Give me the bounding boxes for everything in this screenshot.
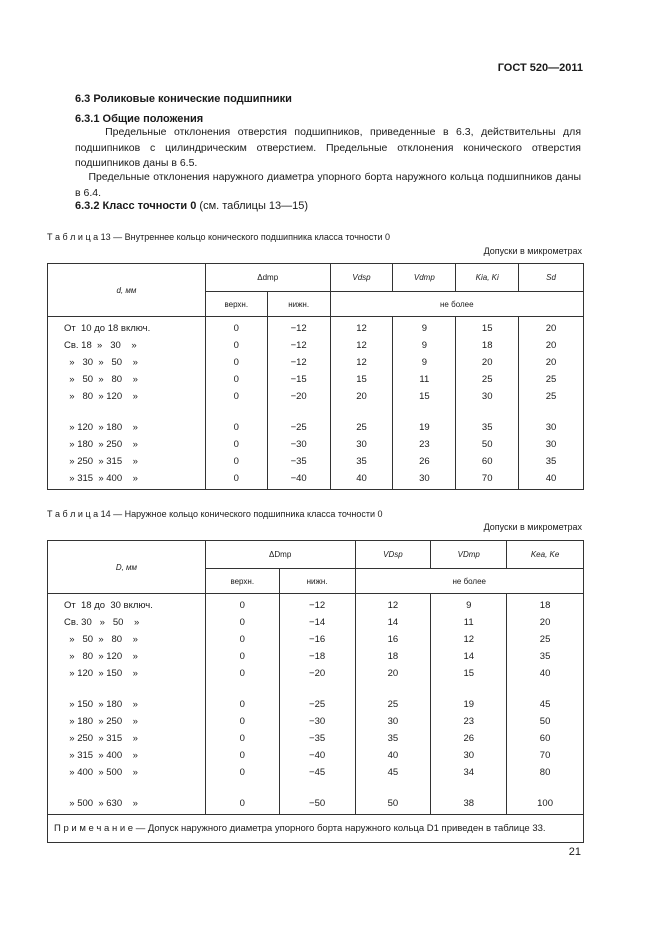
table-cell: 0 — [205, 419, 267, 436]
table-gap-cell — [205, 405, 267, 419]
table-cell: −18 — [279, 648, 355, 665]
table-cell: 14 — [431, 648, 507, 665]
table-cell: 0 — [205, 631, 279, 648]
table-cell: 9 — [393, 337, 456, 354]
table-cell: −35 — [267, 453, 330, 470]
table-cell: 15 — [456, 317, 519, 338]
table-cell: 26 — [393, 453, 456, 470]
table-cell: 11 — [393, 371, 456, 388]
table-cell: 0 — [205, 436, 267, 453]
table-cell: 25 — [355, 696, 431, 713]
table-row — [48, 648, 584, 665]
table-cell: 0 — [205, 747, 279, 764]
table-cell: 0 — [205, 696, 279, 713]
table-gap-cell — [507, 781, 584, 795]
table-cell: 35 — [519, 453, 584, 470]
table-row — [48, 631, 584, 648]
table-cell: 0 — [205, 317, 267, 338]
table-cell: 40 — [519, 470, 584, 490]
table-cell: 20 — [456, 354, 519, 371]
table-gap-cell — [519, 405, 584, 419]
table-cell: 12 — [330, 337, 393, 354]
table-13-head-delta: Δdmp — [205, 264, 330, 292]
table-cell: 40 — [507, 665, 584, 682]
table-gap-cell — [205, 781, 279, 795]
table-cell: 35 — [507, 648, 584, 665]
table-cell: 0 — [205, 388, 267, 405]
table-gap-cell — [355, 781, 431, 795]
table-cell: 25 — [456, 371, 519, 388]
table-14-note — [48, 815, 584, 843]
table-cell: 35 — [355, 730, 431, 747]
table-cell: 70 — [456, 470, 519, 490]
table-cell: 25 — [507, 631, 584, 648]
table-14-head-k: Kea, Ke — [507, 541, 584, 569]
page-number: 21 — [568, 846, 581, 858]
table-gap-cell — [393, 405, 456, 419]
table-cell: −12 — [267, 317, 330, 338]
standard-number: ГОСТ 520—2011 — [497, 62, 583, 74]
table-row — [48, 388, 584, 405]
table-cell: −12 — [267, 354, 330, 371]
table-cell: 40 — [355, 747, 431, 764]
subsection-title-2-text: 6.3.2 Класс точности 0 — [75, 200, 197, 212]
table-cell: 0 — [205, 614, 279, 631]
table-cell: 40 — [330, 470, 393, 490]
row-label: » 120 » 150 » — [48, 665, 206, 682]
table-cell: 19 — [431, 696, 507, 713]
table-row — [48, 713, 584, 730]
table-cell: 26 — [431, 730, 507, 747]
table-cell: 0 — [205, 764, 279, 781]
table-cell: 11 — [431, 614, 507, 631]
table-cell: −25 — [279, 696, 355, 713]
table-13-head-vdmp: Vdmp — [393, 264, 456, 292]
table-cell: 18 — [456, 337, 519, 354]
table-cell: −15 — [267, 371, 330, 388]
paragraph-1-text: Предельные отклонения отверстия подшипников, приведенные в 6.3, действительны для подшипников с цилиндрическим отверстием. Предельные отклонения конического отверстия подшипников даны в 6.5. — [75, 126, 581, 169]
table-cell: −50 — [279, 795, 355, 815]
table-13-head-k: Kia, Ki — [456, 264, 519, 292]
table-row — [48, 419, 584, 436]
table-row — [48, 730, 584, 747]
table-cell: 80 — [507, 764, 584, 781]
paragraph-2 — [75, 170, 581, 201]
table-gap-cell — [267, 405, 330, 419]
table-cell: 14 — [355, 614, 431, 631]
table-13-head-vdsp: Vdsp — [330, 264, 393, 292]
table-cell: 38 — [431, 795, 507, 815]
table-cell: 60 — [456, 453, 519, 470]
table-row — [48, 747, 584, 764]
table-14-note-label: П р и м е ч а н и е — [54, 823, 134, 834]
table-cell: 20 — [519, 354, 584, 371]
table-gap-cell — [48, 682, 206, 696]
table-cell: −16 — [279, 631, 355, 648]
table-cell: 12 — [355, 594, 431, 615]
table-cell: 20 — [507, 614, 584, 631]
table-cell: 23 — [431, 713, 507, 730]
table-cell: 30 — [393, 470, 456, 490]
table-cell: 12 — [431, 631, 507, 648]
row-label: » 315 » 400 » — [48, 470, 206, 490]
table-cell: 30 — [456, 388, 519, 405]
table-cell: −45 — [279, 764, 355, 781]
table-cell: 0 — [205, 648, 279, 665]
table-row — [48, 371, 584, 388]
table-14-units: Допуски в микрометрах — [483, 522, 582, 532]
table-gap-cell — [330, 405, 393, 419]
table-cell: 15 — [431, 665, 507, 682]
table-row — [48, 317, 584, 338]
table-cell: 34 — [431, 764, 507, 781]
table-cell: 15 — [393, 388, 456, 405]
table-cell: 9 — [393, 317, 456, 338]
table-cell: −20 — [267, 388, 330, 405]
table-cell: 0 — [205, 795, 279, 815]
row-label: » 315 » 400 » — [48, 747, 206, 764]
subsection-title-1: 6.3.1 Общие положения — [75, 113, 204, 125]
row-label: » 180 » 250 » — [48, 713, 206, 730]
table-cell: 25 — [330, 419, 393, 436]
table-cell: 0 — [205, 730, 279, 747]
row-label: » 50 » 80 » — [48, 371, 206, 388]
table-cell: 30 — [355, 713, 431, 730]
table-13-sub-max: не более — [330, 292, 583, 317]
table-cell: 25 — [519, 388, 584, 405]
table-row — [48, 453, 584, 470]
row-label: От 18 до 30 включ. — [48, 594, 206, 615]
table-13-caption: Т а б л и ц а 13 — Внутреннее кольцо конического подшипника класса точности 0 — [47, 232, 391, 242]
table-gap-cell — [48, 405, 206, 419]
table-cell: 0 — [205, 470, 267, 490]
paragraph-2-text: Предельные отклонения наружного диаметра упорного борта наружного кольца подшипников даны в 6.4. — [75, 171, 581, 199]
table-cell: 50 — [456, 436, 519, 453]
table-cell: 20 — [330, 388, 393, 405]
table-row — [48, 696, 584, 713]
table-gap-cell — [456, 405, 519, 419]
table-cell: 25 — [519, 371, 584, 388]
table-cell: 0 — [205, 453, 267, 470]
table-cell: −40 — [267, 470, 330, 490]
table-14-head-vdmp: VDmp — [431, 541, 507, 569]
table-cell: 30 — [519, 436, 584, 453]
section-title: 6.3 Роликовые конические подшипники — [75, 93, 292, 105]
table-gap-cell — [279, 682, 355, 696]
table-row — [48, 665, 584, 682]
table-cell: −30 — [279, 713, 355, 730]
table-cell: 18 — [507, 594, 584, 615]
table-13-head-d: d, мм — [48, 264, 206, 317]
row-label: » 50 » 80 » — [48, 631, 206, 648]
table-gap-cell — [279, 781, 355, 795]
subsection-title-2-ref: (см. таблицы 13—15) — [196, 200, 309, 212]
table-cell: 18 — [355, 648, 431, 665]
table-row — [48, 470, 584, 490]
table-cell: −25 — [267, 419, 330, 436]
table-cell: 45 — [355, 764, 431, 781]
table-13-head-s: Sd — [519, 264, 584, 292]
table-cell: 20 — [519, 337, 584, 354]
row-label: » 250 » 315 » — [48, 730, 206, 747]
table-cell: −30 — [267, 436, 330, 453]
subsection-title-2 — [75, 200, 308, 212]
table-cell: −20 — [279, 665, 355, 682]
table-13 — [47, 263, 584, 490]
table-cell: 23 — [393, 436, 456, 453]
row-label: » 30 » 50 » — [48, 354, 206, 371]
table-cell: 100 — [507, 795, 584, 815]
table-row — [48, 594, 584, 615]
table-cell: 30 — [431, 747, 507, 764]
table-14-head-delta: ΔDmp — [205, 541, 355, 569]
row-label: » 80 » 120 » — [48, 648, 206, 665]
table-cell: 20 — [519, 317, 584, 338]
table-cell: 60 — [507, 730, 584, 747]
table-cell: 0 — [205, 371, 267, 388]
table-cell: 30 — [330, 436, 393, 453]
table-14-caption: Т а б л и ц а 14 — Наружное кольцо конического подшипника класса точности 0 — [47, 509, 383, 519]
table-cell: 16 — [355, 631, 431, 648]
row-label: От 10 до 18 включ. — [48, 317, 206, 338]
table-14-note-text: — Допуск наружного диаметра упорного борта наружного кольца D1 приведен в таблице 33. — [133, 823, 546, 834]
table-cell: 20 — [355, 665, 431, 682]
row-label: » 80 » 120 » — [48, 388, 206, 405]
table-row — [48, 614, 584, 631]
table-cell: 50 — [355, 795, 431, 815]
table-cell: 0 — [205, 665, 279, 682]
row-label: Св. 30 » 50 » — [48, 614, 206, 631]
table-cell: 15 — [330, 371, 393, 388]
table-cell: −12 — [267, 337, 330, 354]
table-cell: −12 — [279, 594, 355, 615]
table-13-sub-lower: нижн. — [267, 292, 330, 317]
table-cell: −35 — [279, 730, 355, 747]
table-cell: 9 — [393, 354, 456, 371]
table-cell: 35 — [456, 419, 519, 436]
row-label: » 250 » 315 » — [48, 453, 206, 470]
table-gap-cell — [48, 781, 206, 795]
table-cell: −40 — [279, 747, 355, 764]
paragraph-1 — [75, 125, 581, 172]
table-cell: 0 — [205, 354, 267, 371]
table-gap-cell — [205, 682, 279, 696]
table-cell: 50 — [507, 713, 584, 730]
table-14-sub-max: не более — [355, 569, 584, 594]
table-row — [48, 764, 584, 781]
table-14-head-vdsp: VDsp — [355, 541, 431, 569]
table-row — [48, 795, 584, 815]
row-label: » 400 » 500 » — [48, 764, 206, 781]
table-13-units: Допуски в микрометрах — [483, 246, 582, 256]
table-cell: 0 — [205, 337, 267, 354]
table-cell: 35 — [330, 453, 393, 470]
row-label: » 180 » 250 » — [48, 436, 206, 453]
table-cell: 30 — [519, 419, 584, 436]
table-row — [48, 354, 584, 371]
table-cell: 19 — [393, 419, 456, 436]
table-14 — [47, 540, 584, 843]
table-14-sub-lower: нижн. — [279, 569, 355, 594]
table-cell: 12 — [330, 317, 393, 338]
table-cell: 70 — [507, 747, 584, 764]
table-gap-cell — [507, 682, 584, 696]
row-label: » 500 » 630 » — [48, 795, 206, 815]
table-gap-cell — [355, 682, 431, 696]
table-cell: 9 — [431, 594, 507, 615]
table-row — [48, 337, 584, 354]
table-cell: 12 — [330, 354, 393, 371]
table-14-sub-upper: верхн. — [205, 569, 279, 594]
table-14-head-d: D, мм — [48, 541, 206, 594]
table-cell: 45 — [507, 696, 584, 713]
table-gap-cell — [431, 682, 507, 696]
row-label: » 150 » 180 » — [48, 696, 206, 713]
table-13-sub-upper: верхн. — [205, 292, 267, 317]
table-cell: −14 — [279, 614, 355, 631]
table-cell: 0 — [205, 594, 279, 615]
table-cell: 0 — [205, 713, 279, 730]
table-gap-cell — [431, 781, 507, 795]
row-label: Св. 18 » 30 » — [48, 337, 206, 354]
table-row — [48, 436, 584, 453]
row-label: » 120 » 180 » — [48, 419, 206, 436]
